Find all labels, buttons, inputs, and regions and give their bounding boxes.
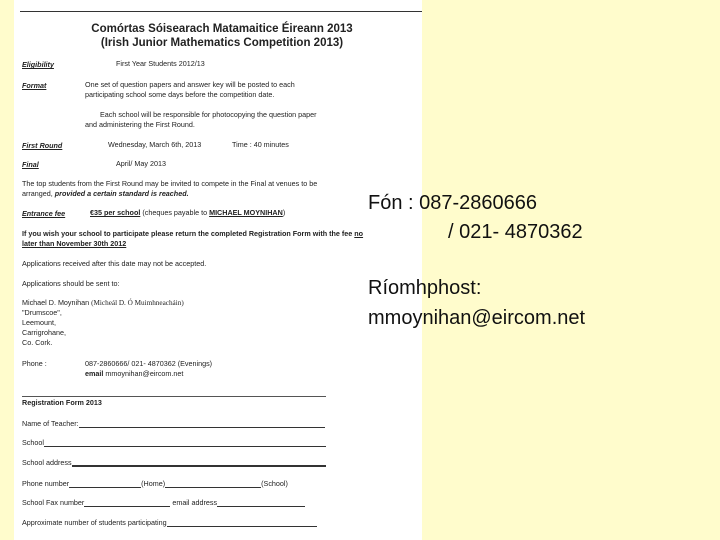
fee-note: (cheques payable to (142, 208, 210, 217)
address-line-3: Carrigrohane, (22, 328, 66, 337)
top-students-line-1: The top students from the First Round may be invited to compete in the Final at venues to be (22, 179, 318, 188)
format-label: Format (22, 81, 47, 90)
registration-heading: Registration Form 2013 (22, 398, 102, 407)
format-line-2: participating school some days before the competition date. (85, 90, 275, 99)
school-address-line (72, 459, 326, 467)
contact-email: mmoynihan@eircom.net (368, 307, 586, 329)
fax-email-field (22, 498, 305, 507)
fax-label: School Fax number (22, 498, 85, 507)
approx-students-line (167, 519, 317, 527)
school-line (44, 439, 326, 447)
final-date: April/ May 2013 (116, 159, 166, 168)
address-line-4: Co. Cork. (22, 338, 53, 347)
phone-label: Phone : (22, 359, 47, 368)
eligibility-text: First Year Students 2012/13 (116, 59, 205, 68)
final-label: Final (22, 160, 39, 169)
send-to: Applications should be sent to: (22, 279, 120, 288)
first-round-date: Wednesday, March 6th, 2013 (108, 140, 202, 149)
participate-no: no (354, 229, 364, 238)
first-round-label: First Round (22, 141, 63, 150)
eligibility-label: Eligibility (22, 60, 54, 69)
participate-line-2: later than November 30th 2012 (22, 239, 127, 248)
address-name-english: Michael D. Moynihan (22, 298, 90, 307)
school-address-label: School address (22, 458, 72, 467)
school-suffix-label: (School) (261, 479, 288, 488)
fee-amount: €35 per school (90, 208, 141, 217)
address-name-irish: (Micheál D. Ó Muimhneacháin) (91, 299, 184, 307)
phone-number-label: Phone number (22, 479, 70, 488)
teacher-name-label: Name of Teacher: (22, 419, 79, 428)
late-notice: Applications received after this date may not be accepted. (22, 259, 207, 268)
fee-payee: MICHAEL MOYNIHAN (209, 208, 283, 217)
participate-prefix: If you wish your school to participate please return the completed Registration Form with the fee (22, 229, 355, 238)
address-line-1: "Drumscoe", (22, 308, 62, 317)
home-label: (Home) (141, 479, 166, 488)
email-label: email (85, 369, 104, 378)
format-line-4: and administering the First Round. (85, 120, 195, 129)
participate-line-1 (22, 229, 363, 239)
document-title-english: (Irish Junior Mathematics Competition 2013) (100, 37, 344, 49)
approx-students-label: Approximate number of students participating (22, 518, 167, 527)
phone-home-line (69, 480, 141, 488)
fax-line (84, 499, 170, 507)
teacher-name-line (79, 420, 325, 428)
top-students-line-2 (22, 189, 189, 199)
school-field (22, 438, 326, 447)
phone-school-line (165, 480, 261, 488)
contact-phone: Fón : 087-2860666 (368, 192, 538, 214)
entrance-fee-label: Entrance fee (22, 209, 66, 218)
entrance-fee-text (90, 208, 285, 218)
format-line-3: Each school will be responsible for photocopying the question paper (100, 110, 317, 119)
document-title-irish: Comórtas Sóisearach Matamaitice Éireann 2013 (91, 23, 353, 35)
phone-numbers: 087-2860666/ 021- 4870362 (Evenings) (85, 359, 213, 368)
phone-email-line (85, 369, 183, 379)
first-round-time: Time : 40 minutes (232, 140, 289, 149)
email-address-line (217, 499, 305, 507)
email-address-label: email address (172, 498, 218, 507)
competition-document (14, 0, 422, 540)
address-name (22, 298, 184, 308)
standard-emphasis: provided a certain standard is reached. (54, 189, 189, 198)
registration-separator (22, 396, 326, 397)
teacher-name-field (22, 419, 325, 428)
email-value: mmoynihan@eircom.net (105, 369, 184, 378)
fee-close: ) (282, 208, 286, 217)
top-rule (20, 11, 422, 12)
contact-email-label: Ríomhphost: (368, 277, 482, 299)
contact-phone-alt: / 021- 4870362 (448, 221, 583, 243)
address-line-2: Leemount, (22, 318, 56, 327)
school-address-field (22, 458, 326, 467)
phone-number-field (22, 479, 288, 488)
format-line-1: One set of question papers and answer key will be posted to each (85, 80, 295, 89)
school-label: School (22, 438, 44, 447)
top-students-prefix: arranged, (22, 189, 55, 198)
approx-students-field (22, 518, 317, 527)
